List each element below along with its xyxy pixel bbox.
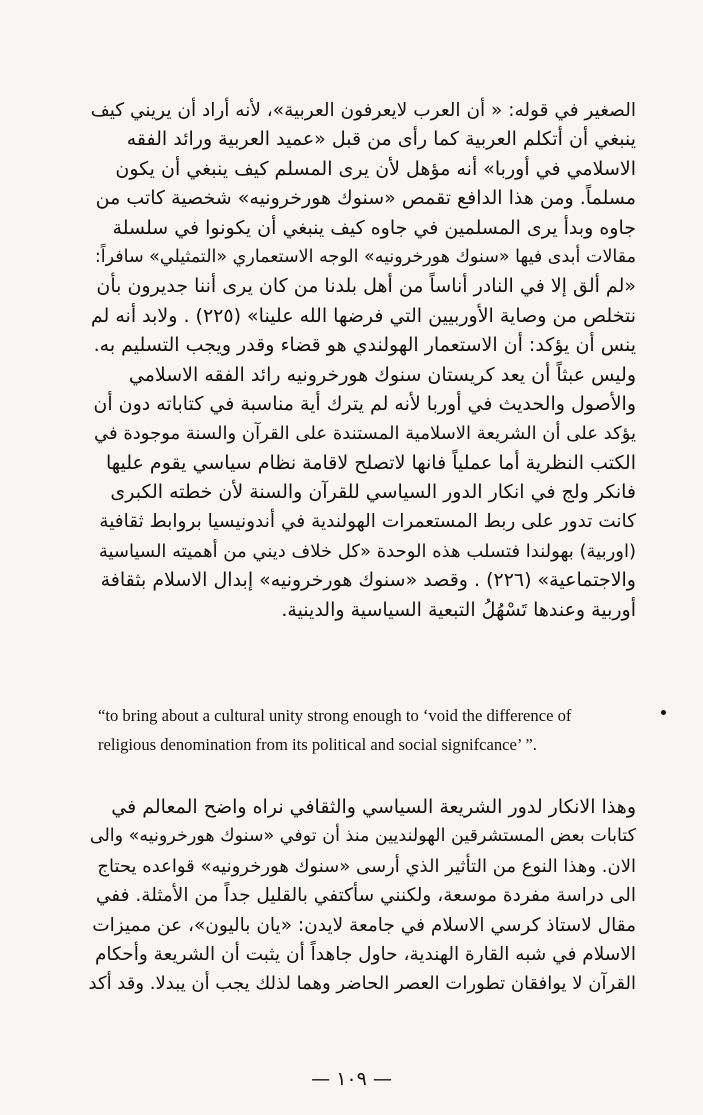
text-line: وهذا الانكار لدور الشريعة السياسي والثقافي نراه واضح المعالم في <box>111 796 636 818</box>
arabic-paragraph-1 <box>88 96 636 625</box>
text-line: مقالات أبدى فيها «سنوك هورخرونيه» الوجه الاستعماري «التمثيلي» سافراً: <box>94 246 636 267</box>
text-line: كانت تدور على ربط المستعمرات الهولندية في أندونيسيا بروابط ثقافية <box>99 511 636 533</box>
text-line: فانكر ولج في انكار الدور السياسي للقرآن والسنة لأن خطته الكبرى <box>110 481 636 504</box>
text-line: الاسلامي في أوربا» أنه مؤهل لأن يرى المسلم كيف ينبغي أن يكون <box>115 157 636 180</box>
text-line: «لم ألق إلا في النادر أناساً من أهل بلدنا من كان يرى أننا جديرون بأن <box>96 275 636 298</box>
text-line: الصغير في قوله: « أن العرب لايعرفون العربية»، لأنه أراد أن يريني كيف <box>90 100 636 121</box>
english-quote <box>98 701 638 759</box>
text-line: والاجتماعية» (٢٢٦) . وقصد «سنوك هورخرونيه» إبدال الاسلام بثقافة <box>100 569 636 592</box>
margin-bullet-icon <box>661 710 666 715</box>
text-line: وليس عبثاً أن يعد كريستان سنوك هورخرونيه رائد الفقه الاسلامي <box>128 363 636 386</box>
text-line: مسلماً. ومن هذا الدافع تقمص «سنوك هورخرونيه» شخصية كاتب من <box>95 187 636 210</box>
text-line: الكتب النظرية أما عملياً فانها لاتصلح لاقامة نظام سياسي يقوم عليها <box>105 451 636 474</box>
text-line: جاوه وبدأ يرى المسلمين في جاوه كيف ينبغي أن يكونوا في سلسلة <box>112 216 636 239</box>
text-line: يؤكد على أن الشريعة الاسلامية المستندة على القرآن والسنة موجودة في <box>94 423 636 445</box>
page-number: — ١٠٩ — <box>311 1068 392 1090</box>
text-line: الاسلام في شبه القارة الهندية، حاول جاهداً أن يثبت أن الشريعة وأحكام <box>94 943 636 965</box>
text-line: كتابات بعض المستشرقين الهولنديين منذ أن توفي «سنوك هورخرونيه» والى <box>89 826 636 847</box>
text-line: نتخلص من وصاية الأوربيين التي فرضها الله علينا» (٢٢٥) . ولابد أنه لم <box>90 304 636 327</box>
text-line: القرآن لا يوافقان تطورات العصر الحاضر وهما لذلك يجب أن يبدلا. وقد أكد <box>88 973 636 995</box>
text-line: ينس أن يؤكد: أن الاستعمار الهولندي هو قضاء وقدر ويجب التسليم به. <box>93 334 636 357</box>
quote-line: “to bring about a cultural unity strong enough to ‘void the difference of <box>98 706 572 725</box>
arabic-paragraph-2 <box>88 793 636 999</box>
text-line: والأصول والحديث في أوربا لأنه لم يترك أية مناسبة في كتاباته دون أن <box>93 392 636 415</box>
text-line: الان. وهذا النوع من التأثير الذي أرسى «سنوك هورخرونيه» قواعده يحتاج <box>97 855 636 877</box>
text-line: الى دراسة مفردة موسعة، ولكنني سأكتفي بالقليل جداً من الأمثلة. ففي <box>95 885 636 907</box>
text-line: أوربية وعندها تَسْهُلُ التبعية السياسية والدينية. <box>281 598 636 621</box>
text-line: مقال لاستاذ كرسي الاسلام في جامعة لايدن: «يان باليون»، عن مميزات <box>92 914 636 936</box>
quote-line: religious denomination from its political and social signifcance’ ”. <box>98 735 537 754</box>
text-line: (اوربية) بهولندا فتسلب هذه الوحدة «كل خلاف ديني من أهميته السياسية <box>98 540 636 562</box>
text-line: ينبغي أن أتكلم العربية كما رأى من قبل «عميد العربية ورائد الفقه <box>126 128 636 151</box>
